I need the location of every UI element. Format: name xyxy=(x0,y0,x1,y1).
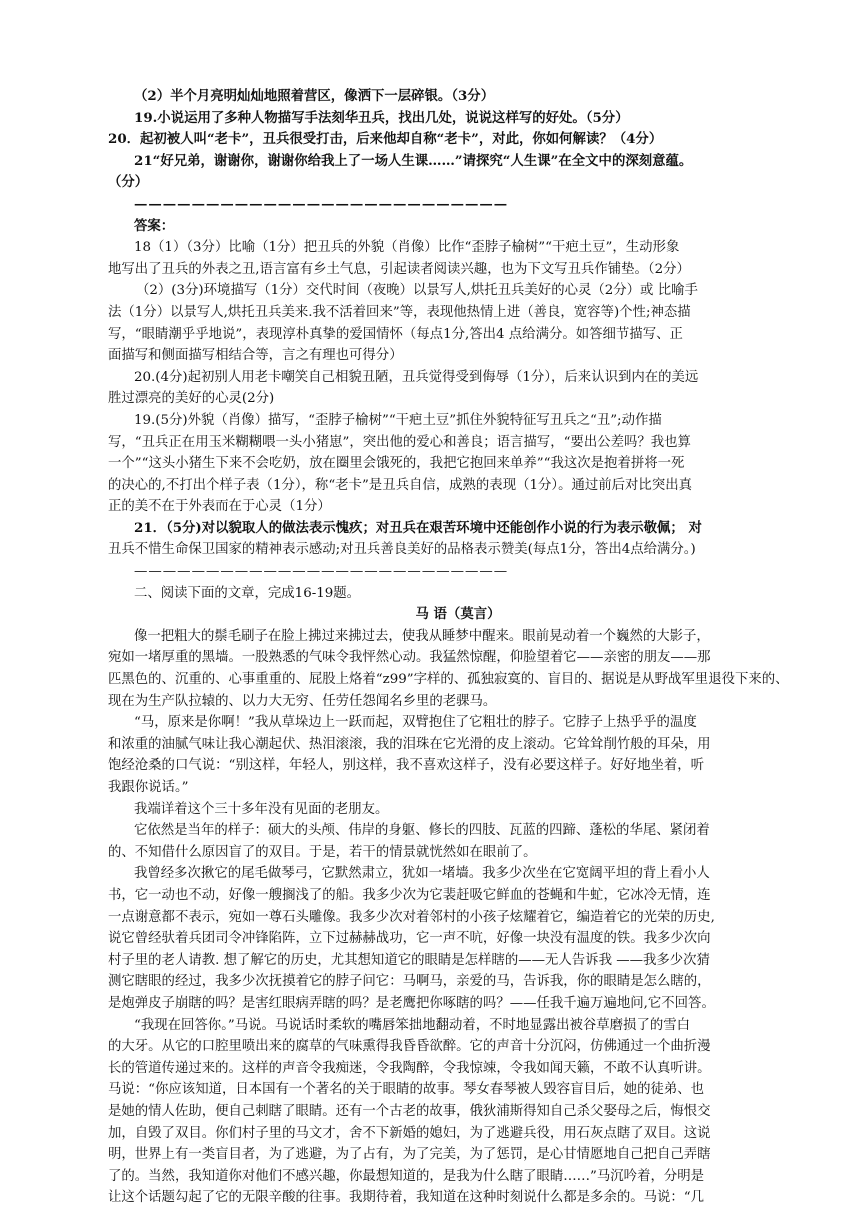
text-line: 现在为生产队拉辕的、以力大无穷、任劳任怨闻名乡里的老骒马。 xyxy=(108,693,497,709)
text-line: 胜过漂亮的美好的心灵(2分) xyxy=(108,391,275,407)
text-line: 21．（5分)对以貌取人的做法表示愧疚；对丑兵在艰苦环境中还能创作小说的行为表示敬佩； 对 xyxy=(134,519,702,536)
text-line: 20.(4分)起初别人用老卡嘲笑自己相貌丑陋，丑兵觉得受到侮辱（1分），后来认识到内在的美远 xyxy=(134,369,699,385)
text-line: 面描写和侧面描写相结合等，言之有理也可得分） xyxy=(108,348,403,364)
text-line: 像一把粗大的鬃毛刷子在脸上拂过来拂过去，使我从睡梦中醒来。眼前晃动着一个巍然的大影子， xyxy=(134,628,710,644)
text-line: 19.(5分)外貌（肖像）描写，“歪脖子榆树”“干疤土豆”抓住外貌特征写丑兵之“丑”;动作描 xyxy=(134,412,662,428)
text-line: 写，“丑兵正在用玉米糊糊喂一头小猪崽”，突出他的爱心和善良；语言描写，“要出公差吗？我也算 xyxy=(108,434,691,450)
text-line: 宛如一堵厚重的黑墙。一股熟悉的气味令我怦然心动。我猛然惊醒，仰脸望着它——亲密的朋友——那 xyxy=(108,650,711,666)
text-line: 20．起初被人叫“老卡”，丑兵很受打击，后来他却自称“老卡”，对此，你如何解读？（4分） xyxy=(108,131,663,148)
text-line: 了的。当然，我知道你对他们不感兴趣，你最想知道的，是我为什么瞎了眼睛……”马沉吟着，分明是 xyxy=(108,1168,705,1184)
text-line: 它依然是当年的样子：硕大的头颅、伟岸的身躯、修长的四肢、瓦蓝的四蹄、蓬松的华尾、紧闭着 xyxy=(134,823,710,839)
text-line: 村子里的老人请教. 想了解它的历史，尤其想知道它的眼睛是怎样瞎的——无人告诉我 ——我多少次猜 xyxy=(108,952,710,968)
text-line: 的大牙。从它的口腔里喷出来的腐草的气味熏得我昏昏欲醉。它的声音十分沉闷，仿佛通过一个曲折漫 xyxy=(108,1039,711,1055)
text-line: 写，“眼睛潮乎乎地说”，表现淳朴真挚的爱国情怀（每点1分,答出4 点给满分。如答细节描写、正 xyxy=(108,326,683,342)
text-line: 是她的情人佐助，便自己刺瞎了眼睛。还有一个古老的故事，俄狄浦斯得知自己杀父娶母之后，悔恨交 xyxy=(108,1103,711,1119)
text-line: 和浓重的油腻气味让我心潮起伏、热泪滚滚，我的泪珠在它光滑的皮上滚动。它耸耸削竹般的耳朵，用 xyxy=(108,736,711,752)
text-line: 一点谢意都不表示，宛如一尊石头雕像。我多少次对着邻村的小孩子炫耀着它，编造着它的光荣的历史, xyxy=(108,909,715,925)
text-line: 我端详着这个三十多年没有见面的老朋友。 xyxy=(134,801,389,817)
text-line: 丑兵不惜生命保卫国家的精神表示感动;对丑兵善良美好的品格表示赞美(每点1分，答出4点给满分。) xyxy=(108,542,696,558)
text-line: 21“好兄弟，谢谢你，谢谢你给我上了一场人生课……”请探究“人生课”在全文中的深刻意蕴。 xyxy=(134,152,693,169)
text-line: 加，自毁了双目。你们村子里的马文才，舍不下新婚的媳妇，为了逃避兵役，用石灰点瞎了双目。这说 xyxy=(108,1125,711,1141)
text-line: 马说：“你应该知道，日本国有一个著名的关于眼睛的故事。琴女春琴被人毁容盲目后，她的徒弟、也 xyxy=(108,1082,705,1098)
text-line: 二、阅读下面的文章，完成16-19题。 xyxy=(134,585,361,601)
text-line: 答案： xyxy=(134,217,175,234)
text-line: 我跟你说话。” xyxy=(108,780,189,795)
text-line: “我现在回答你。”马说。马说话时柔软的嘴唇笨拙地翻动着，不时地显露出被谷草磨损了的雪白 xyxy=(134,1017,691,1033)
text-line: 说它曾经驮着兵团司令冲锋陷阵，立下过赫赫战功，它一声不吭，好像一块没有温度的铁。我多少次向 xyxy=(108,931,711,947)
text-line: （2）半个月亮明灿灿地照着营区，像洒下一层碎银。（3分） xyxy=(134,88,495,104)
text-line: 19.小说运用了多种人物描写手法刻华丑兵，找出几处，说说这样写的好处。（5分） xyxy=(134,109,629,126)
text-line: 匹黑色的、沉重的、心事重重的、屁股上烙着“z99”字样的、孤独寂寞的、盲目的、据说是从野战军里退役下来的、 xyxy=(108,672,789,688)
text-line: 马 语（莫言） xyxy=(415,606,501,623)
text-line: 是炮弹皮子崩瞎的吗？是害红眼病弄瞎的吗？是老鹰把你啄瞎的吗？——任我千遍万遍地问,它不回答。 xyxy=(108,995,715,1011)
text-line: 正的美不在于外表而在于心灵（1分） xyxy=(108,499,331,515)
document-page xyxy=(108,86,808,1209)
text-line: 一个”“这头小猪生下来不会吃奶，放在圈里会饿死的，我把它抱回来单养”“我这次是抱着拼将一死 xyxy=(108,456,685,472)
text-line: 地写出了丑兵的外表之丑,语言富有乡土气息，引起读者阅读兴趣，也为下文写丑兵作铺垫。（2分） xyxy=(108,261,690,277)
text-line: —————————————————————————— xyxy=(134,564,509,580)
text-line: 18（1）（3分）比喻（1分）把丑兵的外貌（肖像）比作“歪脖子榆树”“干疤土豆”，生动形象 xyxy=(134,240,680,256)
text-line: 测它瞎眼的经过，我多少次抚摸着它的脖子问它：马啊马，亲爱的马，告诉我，你的眼睛是怎么瞎的， xyxy=(108,974,711,990)
text-line: （分） xyxy=(108,174,149,191)
text-line: （2）(3分)环境描写（1分）交代时间（夜晚）以景写人,烘托丑兵美好的心灵（2分）或 比喻手 xyxy=(136,283,698,299)
text-line: 长的管道传递过来的。这样的声音令我痴迷，令我陶醉，令我惊竦，令我如闻天籁，不敢不认真听讲。 xyxy=(108,1060,711,1076)
text-line: 饱经沧桑的口气说：“别这样，年轻人，别这样，我不喜欢这样子，没有必要这样子。好好地坐着，听 xyxy=(108,758,705,774)
text-line: 明，世界上有一类盲目者，为了逃避，为了占有，为了完美，为了惩罚，是心甘情愿地自己把自己弄瞎 xyxy=(108,1147,711,1163)
text-line: 书，它一动也不动，好像一艘搁浅了的船。我多少次为它裴赶吸它鲜血的苍蝇和牛虻，它冰冷无情，连 xyxy=(108,887,711,903)
text-line: “马，原来是你啊！”我从草垛边上一跃而起，双臂抱住了它粗壮的脖子。它脖子上热乎乎的温度 xyxy=(134,715,697,731)
text-line: 我曾经多次揪它的尾毛做琴弓，它默然肃立，犹如一堵墙。我多少次坐在它宽阔平坦的背上看小人 xyxy=(134,866,710,882)
text-line: 的、不知借什么原因盲了的双目。于是，若干的情景就恍然如在眼前了。 xyxy=(108,844,537,860)
text-line: 的决心的,不打出个样子表（1分），称“老卡”是丑兵自信，成熟的表现（1分）。通过前后对比突出真 xyxy=(108,477,692,493)
text-line: 让这个话题勾起了它的无限辛酸的往事。我期待着，我知道在这种时刻说什么都是多余的。马说：“几 xyxy=(108,1190,705,1206)
text-line: —————————————————————————— xyxy=(134,195,509,212)
text-line: 法（1分）以景写人,烘托丑兵美来.我不活着回来”等，表现他热情上进（善良，宽容等)个性;神态描 xyxy=(108,304,691,320)
